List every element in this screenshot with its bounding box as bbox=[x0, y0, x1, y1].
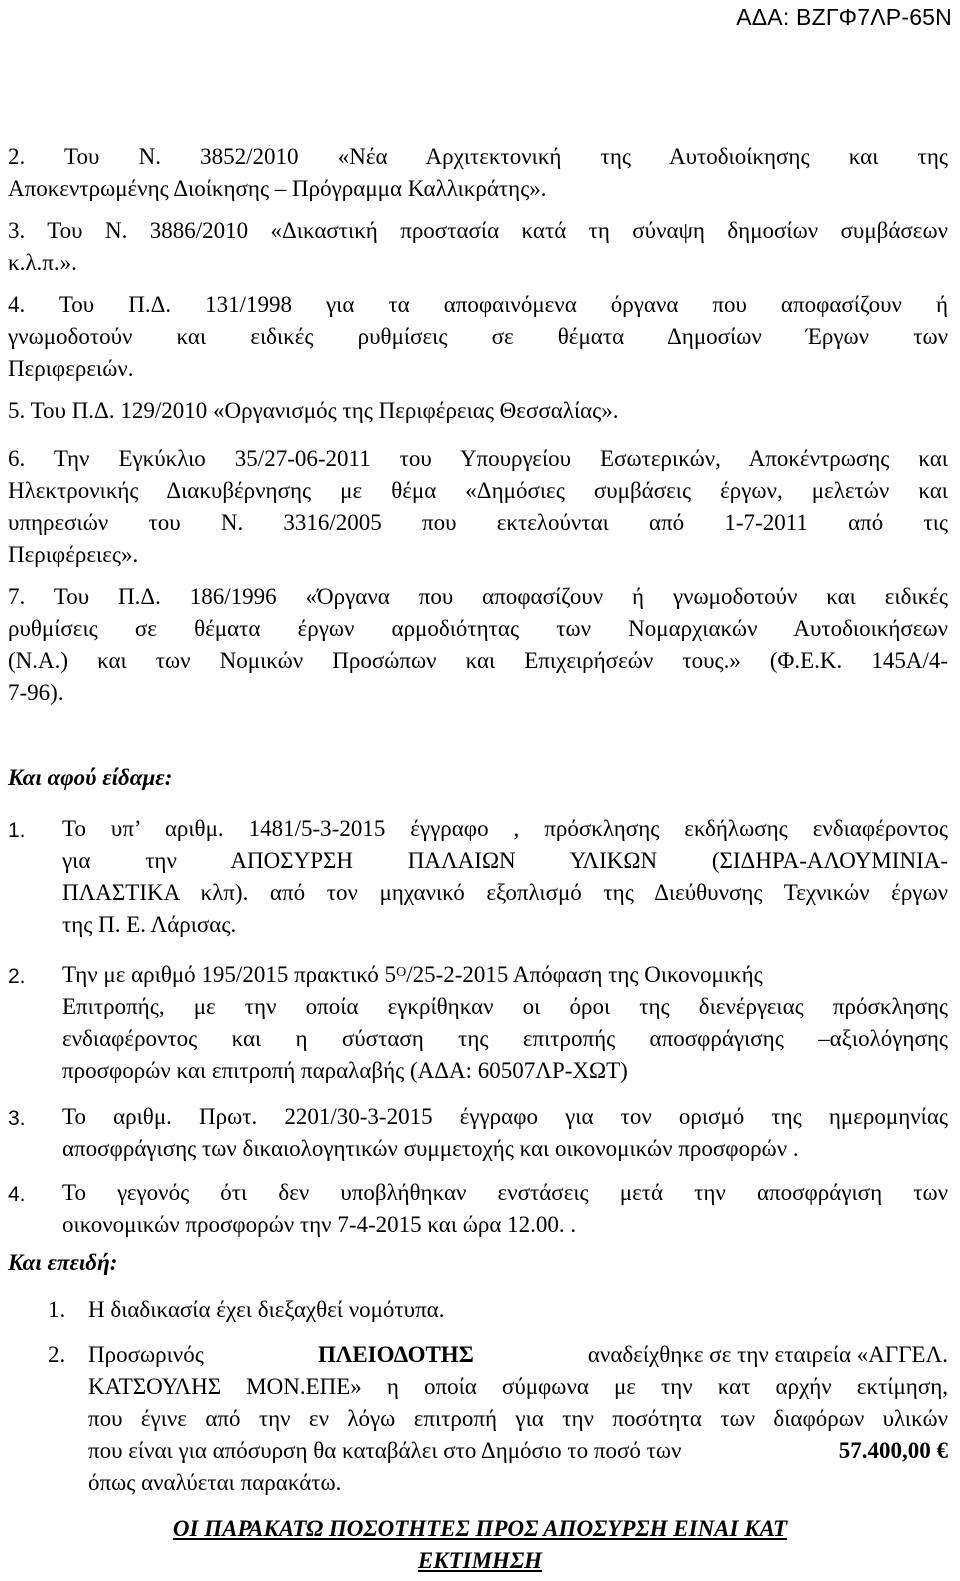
ref-7-line-4: 7-96). bbox=[8, 680, 64, 705]
since-item-2-line-4-text: που είναι για απόσυρση θα καταβάλει στο Δημόσιο το ποσό των bbox=[88, 1438, 682, 1463]
seen-item-2-pre: Την με αριθμό 195/2015 πρακτικό 5 bbox=[62, 962, 397, 987]
ref-6-line-2: Ηλεκτρονικής Διακυβέρνησης με θέμα «Δημόσιες συμβάσεις έργων, μελετών και bbox=[8, 478, 948, 503]
seen-item-4-line-1: Το γεγονός ότι δεν υποβλήθηκαν ενστάσεις μετά την αποσφράγιση των bbox=[62, 1180, 948, 1205]
ref-5-line-1: 5. Του Π.Δ. 129/2010 «Οργανισμός της Περιφέρειας Θεσσαλίας». bbox=[8, 398, 619, 423]
since-item-2-line-3: που έγινε από την εν λόγω επιτροπή για την ποσότητα των διαφόρων υλικών bbox=[88, 1406, 948, 1431]
seen-item-2-superscript: Ο bbox=[396, 965, 407, 980]
since-item-2-line-2: ΚΑΤΣΟΥΛΗΣ ΜΟΝ.ΕΠΕ» η οποία σύμφωνα με την κατ αρχήν εκτίμηση, bbox=[88, 1374, 948, 1399]
seen-item-3-number: 3. bbox=[8, 1107, 26, 1130]
ref-7-line-1: 7. Του Π.Δ. 186/1996 «Όργανα που αποφασίζουν ή γνωμοδοτούν και ειδικές bbox=[8, 584, 948, 609]
seen-item-2-number: 2. bbox=[8, 965, 26, 988]
seen-item-3-line-2: αποσφράγισης των δικαιολογητικών συμμετοχής και οικονομικών προσφορών . bbox=[62, 1136, 799, 1161]
quantities-title-line-2: ΕΚΤΙΜΗΣΗ bbox=[417, 1548, 543, 1573]
seen-item-1-line-4: της Π. Ε. Λάρισας. bbox=[62, 912, 237, 937]
seen-item-2-line-2: Επιτροπής, με την οποία εγκρίθηκαν οι όροι της διενέργειας πρόσκλησης bbox=[62, 994, 948, 1019]
section-heading-since: Και επειδή: bbox=[8, 1250, 118, 1275]
since-item-2-post: αναδείχθηκε σε την εταιρεία «ΑΓΓΕΛ. bbox=[587, 1342, 948, 1367]
seen-item-1-number: 1. bbox=[8, 819, 26, 842]
ref-4-line-3: Περιφερειών. bbox=[8, 356, 134, 381]
seen-item-2-line-1 bbox=[62, 962, 948, 988]
seen-item-1-line-3: ΠΛΑΣΤΙΚΑ κλπ). από τον μηχανικό εξοπλισμό της Διεύθυνσης Τεχνικών έργων bbox=[62, 880, 948, 905]
ref-3-line-1: 3. Του Ν. 3886/2010 «Δικαστική προστασία κατά τη σύναψη δημοσίων συμβάσεων bbox=[8, 218, 948, 243]
seen-item-3-line-1: Το αριθμ. Πρωτ. 2201/30-3-2015 έγγραφο για τον ορισμό της ημερομηνίας bbox=[62, 1104, 948, 1129]
seen-item-4-line-2: οικονομικών προσφορών την 7-4-2015 και ώρα 12.00. . bbox=[62, 1212, 577, 1237]
seen-item-2-post: /25-2-2015 Απόφαση της Οικονομικής bbox=[406, 962, 763, 987]
highest-bidder-label: ΠΛΕΙΟΔΟΤΗΣ bbox=[317, 1342, 474, 1367]
amount-value: 57.400,00 € bbox=[838, 1438, 948, 1463]
since-item-2-line-5: όπως αναλύεται παρακάτω. bbox=[88, 1470, 342, 1495]
ref-4-line-1: 4. Του Π.Δ. 131/1998 για τα αποφαινόμενα όργανα που αποφασίζουν ή bbox=[8, 292, 948, 317]
since-item-1-text: Η διαδικασία έχει διεξαχθεί νομότυπα. bbox=[88, 1297, 445, 1322]
ref-3-line-2: κ.λ.π.». bbox=[8, 250, 77, 275]
ref-6-line-4: Περιφέρειες». bbox=[8, 542, 139, 567]
ada-header: ΑΔΑ: ΒΖΓΦ7ΛΡ-65Ν bbox=[736, 4, 952, 30]
seen-item-1-line-1: Το υπ’ αριθμ. 1481/5-3-2015 έγγραφο , πρόσκλησης εκδήλωσης ενδιαφέροντος bbox=[62, 816, 948, 841]
seen-item-2-line-3: ενδιαφέροντος και η σύσταση της επιτροπής αποσφράγισης –αξιολόγησης bbox=[62, 1026, 948, 1051]
ref-2-line-1: 2. Του Ν. 3852/2010 «Νέα Αρχιτεκτονική της Αυτοδιοίκησης και της bbox=[8, 144, 948, 169]
ref-7-line-3: (Ν.Α.) και των Νομικών Προσώπων και Επιχειρήσεών τους.» (Φ.Ε.Κ. 145Α/4- bbox=[8, 648, 948, 673]
ref-7-line-2: ρυθμίσεις σε θέματα έργων αρμοδιότητας των Νομαρχιακών Αυτοδιοικήσεων bbox=[8, 616, 948, 641]
since-item-1-number: 1. bbox=[48, 1297, 66, 1322]
ref-6-line-1: 6. Την Εγκύκλιο 35/27-06-2011 του Υπουργείου Εσωτερικών, Αποκέντρωσης και bbox=[8, 446, 948, 471]
ref-2-line-2: Αποκεντρωμένης Διοίκησης – Πρόγραμμα Καλλικράτης». bbox=[8, 176, 547, 201]
seen-item-2-line-1-text bbox=[62, 962, 763, 988]
since-item-2-line-1 bbox=[88, 1342, 948, 1368]
ref-4-line-2: γνωμοδοτούν και ειδικές ρυθμίσεις σε θέματα Δημοσίων Έργων των bbox=[8, 324, 948, 349]
section-heading-seen: Και αφού είδαμε: bbox=[8, 765, 173, 790]
since-item-2-pre: Προσωρινός bbox=[88, 1342, 204, 1367]
ref-6-line-3: υπηρεσιών του Ν. 3316/2005 που εκτελούνται από 1-7-2011 από τις bbox=[8, 510, 948, 535]
quantities-title-line-1: ΟΙ ΠΑΡΑΚΑΤΩ ΠΟΣΟΤΗΤΕΣ ΠΡΟΣ ΑΠΟΣΥΡΣΗ ΕΙΝΑΙ ΚΑΤ bbox=[172, 1516, 788, 1541]
seen-item-1-line-2: για την ΑΠΟΣΥΡΣΗ ΠΑΛΑΙΩΝ ΥΛΙΚΩΝ (ΣΙΔΗΡΑ-ΑΛΟΥΜΙΝΙΑ- bbox=[62, 848, 948, 873]
since-item-2-line-4 bbox=[88, 1438, 948, 1464]
seen-item-4-number: 4. bbox=[8, 1183, 26, 1206]
since-item-2-number: 2. bbox=[48, 1342, 66, 1367]
seen-item-2-line-4: προσφορών και επιτροπή παραλαβής (ΑΔΑ: 60507ΛΡ-ΧΩΤ) bbox=[62, 1058, 628, 1083]
